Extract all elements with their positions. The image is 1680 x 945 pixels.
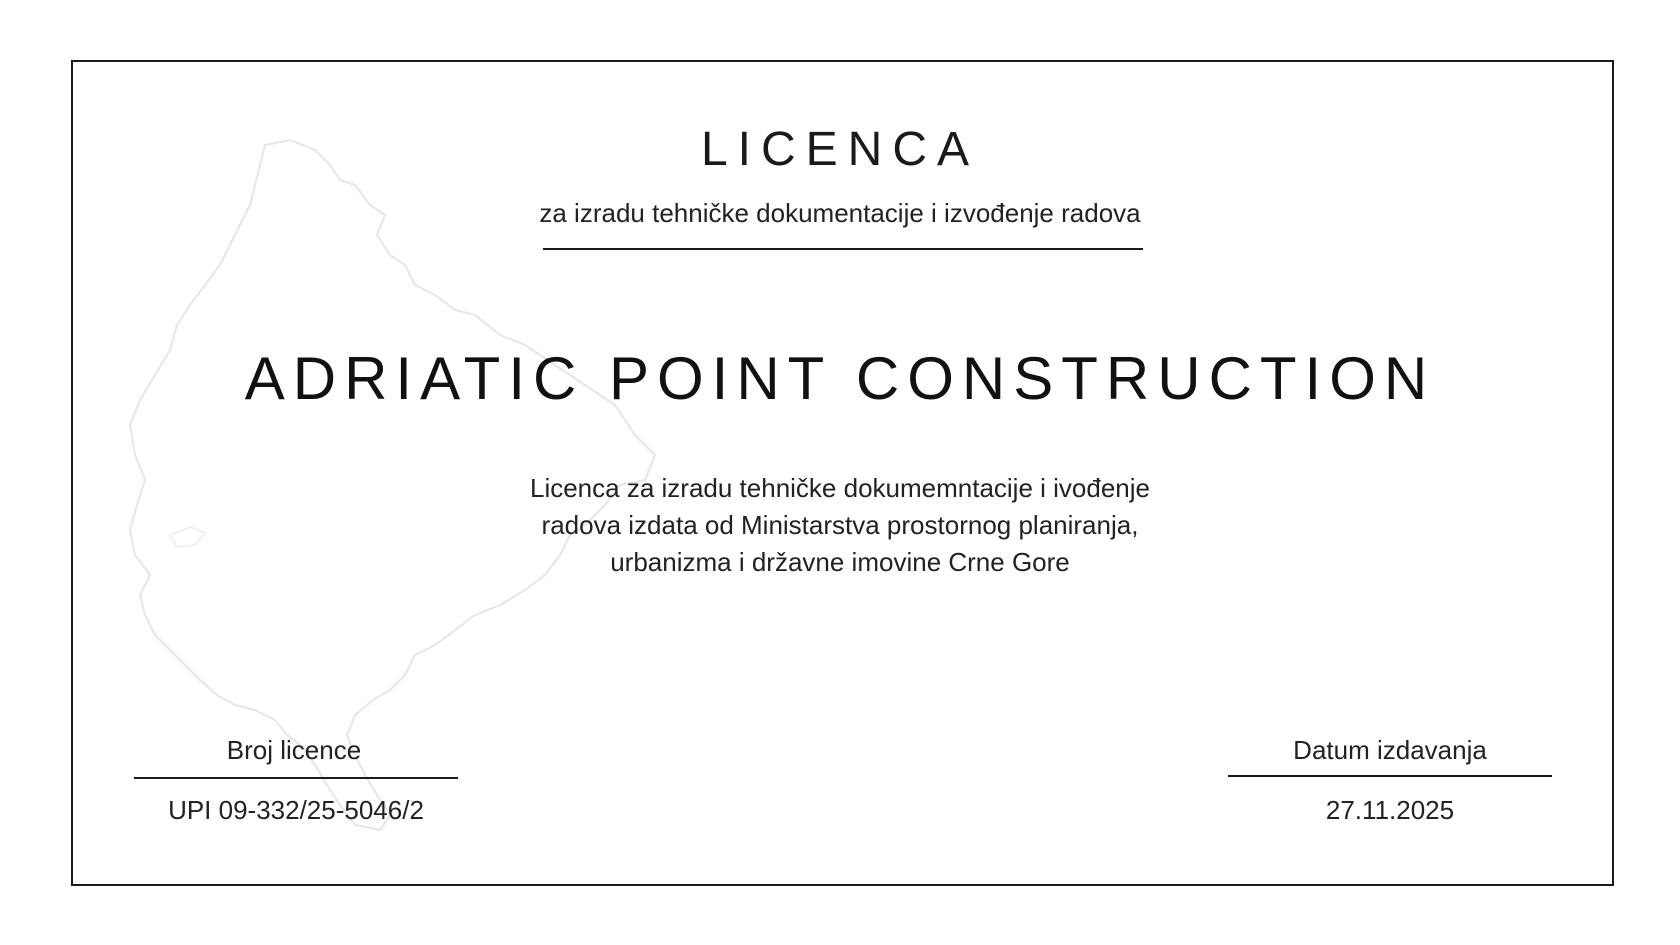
description-line: radova izdata od Ministarstva prostornog planiranja, <box>541 510 1139 540</box>
issue-date-label: Datum izdavanja <box>1293 735 1487 765</box>
document-subtitle: za izradu tehničke dokumentacije i izvođenje radova <box>539 198 1141 228</box>
license-number-label: Broj licence <box>226 735 362 765</box>
description-line: urbanizma i državne imovine Crne Gore <box>610 547 1070 577</box>
company-name: ADRIATIC POINT CONSTRUCTION <box>244 345 1436 412</box>
license-description <box>440 470 1240 581</box>
license-number-value: UPI 09-332/25-5046/2 <box>168 795 424 825</box>
subtitle-divider <box>543 248 1143 250</box>
document-title: LICENCA <box>700 123 980 176</box>
issue-date-value: 27.11.2025 <box>1325 795 1455 825</box>
issue-date-rule <box>1228 775 1552 777</box>
description-line: Licenca za izradu tehničke dokumemntacije i ivođenje <box>529 473 1150 503</box>
license-number-rule <box>134 777 458 779</box>
